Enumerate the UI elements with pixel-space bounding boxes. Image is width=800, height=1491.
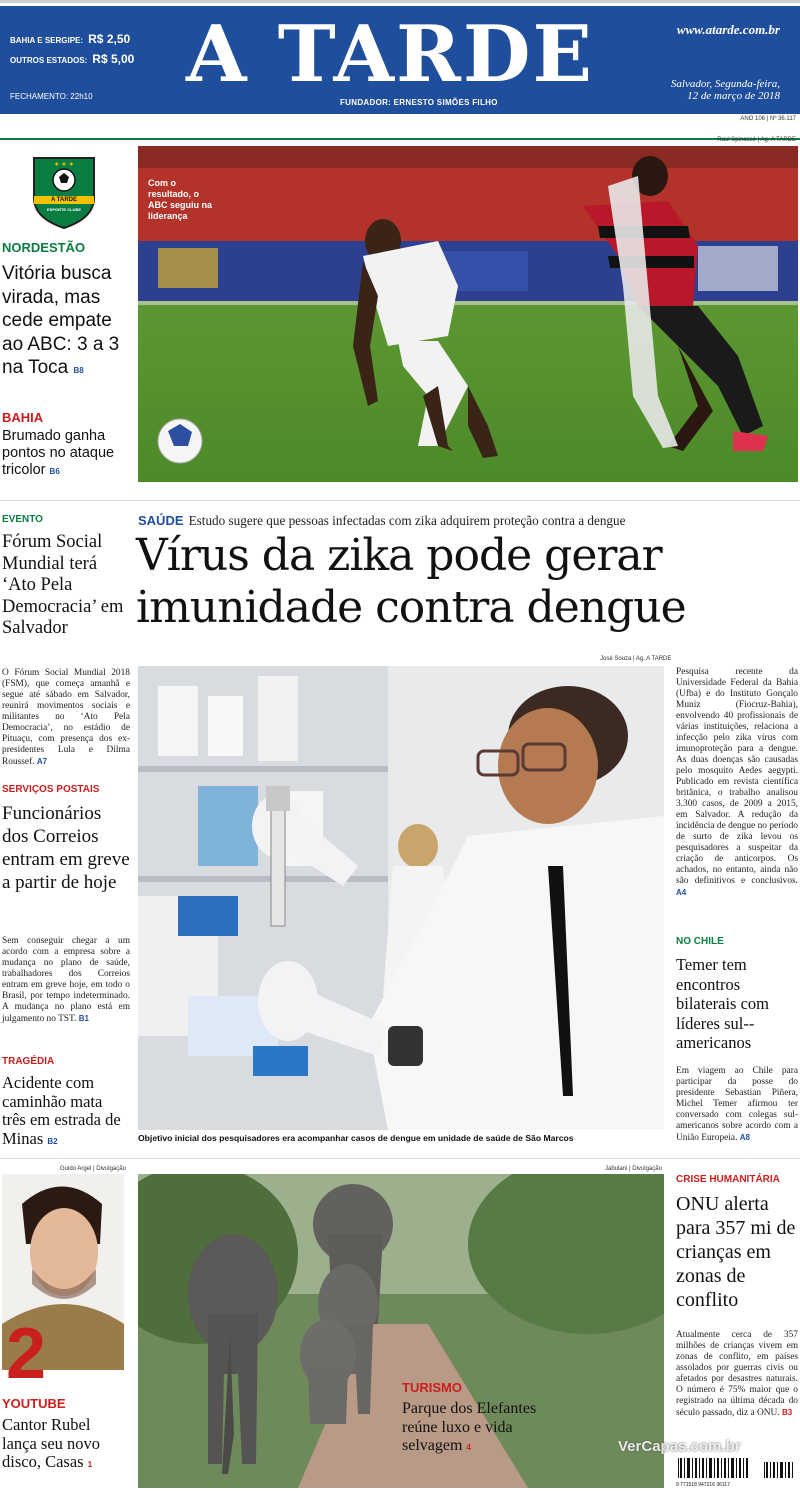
correios-body-text: Sem conseguir chegar a um acordo com a empresa sobre a mudança no plano de saúde, trabalhadores dos Correios entram em greve hoje, em todo o Brasil, por tempo indeterminado. A mudança no plano está em julgamento no TST.	[2, 936, 130, 1024]
page-ref-a7: A7	[36, 757, 48, 766]
newspaper-logo: A TARDE	[186, 9, 594, 100]
price-value-outros: R$ 5,00	[92, 52, 135, 66]
founder-line: FUNDADOR: ERNESTO SIMÕES FILHO	[340, 98, 498, 107]
price-value-bahia: R$ 2,50	[88, 32, 131, 46]
main-story-body-text: Pesquisa recente da Universidade Federal da Bahia (Ufba) e do Instituto Gonçalo Muniz (Fiocruz-Bahia), envolvendo 40 profissionais de várias instituições, relaciona a infecção pelo zika vírus com imunoproteção para a dengue. As duas doenças são causadas pelo mosquito Aedes aegypti. Publicado em revista científica britânica, o trabalho analisou 3.300 casos, de 2009 a 2015, em Salvador. A redução da incidência de dengue no período de surto de zika levou os pesquisadores a suspeitar da criação de anticorpos. Os achados, no entanto, ainda não são definitivos e conclusivos.	[676, 667, 798, 886]
page-ref-b8: B8	[73, 366, 84, 375]
kicker-saude: SAÚDE	[138, 513, 184, 528]
kicker-no-chile: NO CHILE	[676, 936, 724, 947]
kicker-nordestao: NORDESTÃO	[2, 240, 86, 255]
page-ref-b3: B3	[781, 1408, 793, 1417]
divider	[0, 1158, 800, 1159]
photo-credit-rubel: Guido Argel | Divulgação	[60, 1166, 126, 1172]
barcode-number: 9 771518 947216 36117	[676, 1482, 730, 1488]
forum-body	[2, 668, 130, 768]
section-number: 2	[6, 1314, 47, 1394]
barcode	[676, 1458, 798, 1488]
headline-vitoria[interactable]	[2, 262, 130, 383]
closing-time: FECHAMENTO: 22h10	[10, 92, 93, 101]
kicker-turismo: TURISMO	[402, 1380, 462, 1395]
photo-credit-top: Raul Spinassé | Ag. A TARDE	[717, 137, 796, 143]
lab-photo-caption: Objetivo inicial dos pesquisadores era acompanhar casos de dengue em unidade de saúde de São Marcos	[138, 1133, 574, 1143]
correios-body	[2, 936, 130, 1025]
headline-correios[interactable]: Funcionários dos Correios entram em greve a partir de hoje	[2, 803, 130, 893]
main-headline-line-1: Vírus da zika pode gerar	[136, 530, 662, 581]
page-ref-a8: A8	[739, 1133, 751, 1142]
onu-body	[676, 1330, 798, 1419]
temer-body	[676, 1066, 798, 1144]
headline-temer[interactable]: Temer tem encontros bilaterais com líderes sul--americanos	[676, 955, 770, 1052]
shield-icon	[28, 154, 100, 230]
kicker-bahia: BAHIA	[2, 410, 44, 425]
kicker-servicos-postais: SERVIÇOS POSTAIS	[2, 784, 100, 795]
main-story-body	[676, 667, 798, 899]
badge-line-2: ESPORTE CLUBE	[46, 207, 81, 212]
date-line	[580, 78, 780, 102]
top-photo-caption: Com o resultado, o ABC seguiu na liderança	[148, 178, 213, 221]
headline-tragedia[interactable]	[2, 1074, 130, 1151]
site-url-link[interactable]: www.atarde.com.br	[676, 22, 780, 37]
date-line-1: Salvador, Segunda-feira,	[670, 78, 780, 90]
watermark: VerCapas.com.br	[618, 1438, 741, 1455]
kicker-evento: EVENTO	[2, 514, 43, 525]
main-headline-line-2: imunidade contra dengue	[136, 582, 686, 633]
kicker-tragedia: TRAGÉDIA	[2, 1056, 55, 1067]
page-ref-b2: B2	[47, 1136, 58, 1146]
sports-club-badge	[28, 154, 100, 230]
kicker-youtube: YOUTUBE	[2, 1396, 66, 1411]
main-story-deck	[138, 510, 798, 529]
headline-brumado-text: Brumado ganha pontos no ataque tricolor	[2, 428, 115, 478]
researcher-lab-image	[138, 666, 664, 1130]
svg-text:★ ★ ★: ★ ★ ★	[54, 161, 74, 168]
edition-number: ANO 106 | Nº 36.117	[740, 116, 796, 122]
page-ref-4: 4	[466, 1443, 471, 1452]
deck-text: Estudo sugere que pessoas infectadas com zika adquirem proteção contra a dengue	[188, 513, 626, 528]
headline-elefantes-text: Parque dos Elefantes reúne luxo e vida selvagem	[402, 1400, 537, 1454]
price-block	[10, 28, 134, 67]
photo-credit-lab: José Souza | Ag. A TARDE	[600, 656, 672, 662]
price-label-bahia: BAHIA E SERGIPE:	[10, 36, 84, 45]
section-rule	[0, 138, 800, 140]
page-ref-1: 1	[87, 1460, 93, 1469]
headline-rubel[interactable]	[2, 1416, 126, 1475]
kicker-crise-humanitaria: CRISE HUMANITÁRIA	[676, 1174, 780, 1185]
page-ref-a4: A4	[676, 888, 687, 897]
elephants-photo	[138, 1174, 664, 1488]
football-photo	[138, 146, 798, 482]
headline-elefantes[interactable]	[402, 1400, 538, 1458]
price-label-outros: OUTROS ESTADOS:	[10, 56, 88, 65]
lab-photo	[138, 666, 664, 1130]
barcode-icon	[676, 1458, 798, 1478]
elephants-image	[138, 1174, 664, 1488]
headline-onu[interactable]: ONU alerta para 357 mi de crianças em zonas de conflito	[676, 1193, 796, 1311]
headline-brumado[interactable]	[2, 428, 130, 480]
masthead	[0, 6, 800, 114]
football-match-image	[138, 146, 798, 482]
onu-body-text: Atualmente cerca de 357 milhões de crianças vivem em zonas de conflito, em países assolados por guerras civis ou afetados por desastres naturais. O número é 75% maior que o registrado na última década do século passado, diz a ONU.	[676, 1330, 798, 1418]
headline-tragedia-text: Acidente com caminhão mata três em estrada de Minas	[2, 1073, 121, 1148]
temer-body-text: Em viagem ao Chile para participar da posse do presidente Sebastian Piñera, Michel Temer afirmou ter conversado com colegas sul-americanos sobre acordo com a União Europeia.	[676, 1066, 798, 1143]
headline-forum[interactable]: Fórum Social Mundial terá ‘Ato Pela Democracia’ em Salvador	[2, 532, 124, 638]
page-ref-b1: B1	[78, 1014, 89, 1023]
photo-credit-elephants: Jabulani | Divulgação	[605, 1166, 662, 1172]
date-line-2: 12 de março de 2018	[687, 90, 780, 102]
headline-rubel-text: Cantor Rubel lança seu novo disco, Casas	[2, 1415, 101, 1471]
forum-body-text: O Fórum Social Mundial 2018 (FSM), que começa amanhã e segue até sábado em Salvador, reunirá movimentos sociais e militantes no ‘Ato Pela Democracia’, no estádio de Pituaçu, com presença dos ex-presidentes Lula e Dilma Roussef.	[2, 668, 130, 767]
main-headline[interactable]	[136, 530, 800, 634]
page-ref-b6: B6	[49, 467, 60, 476]
badge-line-1: A TARDE	[51, 197, 77, 203]
divider	[0, 500, 800, 501]
headline-vitoria-text: Vitória busca virada, mas cede empate ao ABC: 3 a 3 na Toca	[2, 263, 120, 378]
